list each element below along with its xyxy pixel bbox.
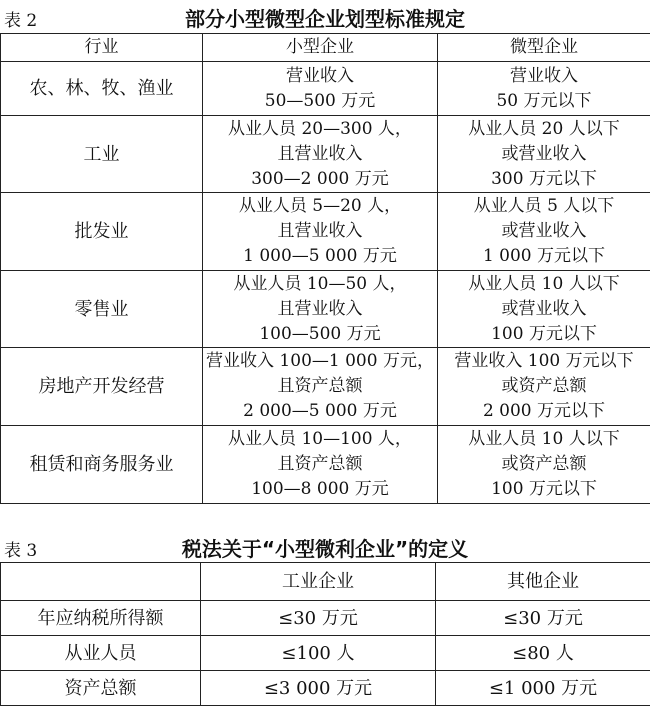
table2-caption [0,0,650,32]
table-row [1,62,650,116]
other-value: ≤1 000 万元 [436,671,650,706]
cell-line: 300—2 000 万元 [203,167,437,192]
table-row [1,271,650,348]
cell-line: 从业人员 10 人以下 [438,272,650,297]
small-criteria-cell [203,271,438,348]
cell-line: 300 万元以下 [438,167,650,192]
other-value: ≤30 万元 [436,601,650,636]
table3-number: 表 3 [4,536,37,561]
cell-line: 2 000 万元以下 [438,399,650,424]
table3-header-other: 其他企业 [436,563,650,601]
table-row [1,116,650,193]
micro-criteria-cell [438,426,650,504]
small-criteria-cell [203,116,438,193]
cell-line: 且资产总额 [203,452,437,477]
industry-cell: 房地产开发经营 [1,348,203,426]
table3-header-industrial: 工业企业 [201,563,436,601]
cell-line: 营业收入 [438,64,650,89]
cell-line: 50 万元以下 [438,89,650,114]
cell-line: 且营业收入 [203,297,437,322]
cell-line: 2 000—5 000 万元 [203,399,437,424]
cell-line: 或资产总额 [438,452,650,477]
cell-line: 从业人员 20 人以下 [438,117,650,142]
micro-criteria-cell [438,348,650,426]
cell-line: 1 000—5 000 万元 [203,244,437,269]
cell-line: 且资产总额 [203,374,437,399]
micro-criteria-cell [438,193,650,271]
cell-line: 100 万元以下 [438,477,650,502]
table3-header-blank [1,563,201,601]
table2 [0,33,650,504]
cell-line: 且营业收入 [203,142,437,167]
cell-line: 从业人员 10 人以下 [438,427,650,452]
industry-cell: 农、林、牧、渔业 [1,62,203,116]
cell-line: 从业人员 10—100 人， [203,427,437,452]
small-criteria-cell [203,426,438,504]
cell-line: 从业人员 5—20 人， [203,194,437,219]
table2-number: 表 2 [4,6,37,31]
industrial-value: ≤3 000 万元 [201,671,436,706]
table-row [1,671,650,706]
cell-line: 或资产总额 [438,374,650,399]
table2-header-row [1,34,650,62]
table3-title: 税法关于“小型微利企业”的定义 [0,533,650,562]
other-value: ≤80 人 [436,636,650,671]
table-row [1,636,650,671]
table2-header-small: 小型企业 [203,34,438,62]
cell-line: 营业收入 100—1 000 万元， [203,349,437,374]
table-row [1,348,650,426]
table-row [1,193,650,271]
industry-cell: 零售业 [1,271,203,348]
cell-line: 营业收入 100 万元以下 [438,349,650,374]
table2-header-micro: 微型企业 [438,34,650,62]
table-row [1,426,650,504]
industry-cell: 工业 [1,116,203,193]
small-criteria-cell [203,193,438,271]
cell-line: 从业人员 5 人以下 [438,194,650,219]
micro-criteria-cell [438,62,650,116]
micro-criteria-cell [438,116,650,193]
industry-cell: 租赁和商务服务业 [1,426,203,504]
cell-line: 50—500 万元 [203,89,437,114]
cell-line: 100—8 000 万元 [203,477,437,502]
cell-line: 从业人员 20—300 人， [203,117,437,142]
cell-line: 或营业收入 [438,297,650,322]
cell-line: 营业收入 [203,64,437,89]
micro-criteria-cell [438,271,650,348]
criterion-label: 从业人员 [1,636,201,671]
criterion-label: 资产总额 [1,671,201,706]
cell-line: 100 万元以下 [438,322,650,347]
cell-line: 或营业收入 [438,142,650,167]
criterion-label: 年应纳税所得额 [1,601,201,636]
table3-header-row [1,563,650,601]
table3-caption [0,530,650,562]
cell-line: 从业人员 10—50 人， [203,272,437,297]
industry-cell: 批发业 [1,193,203,271]
cell-line: 且营业收入 [203,219,437,244]
cell-line: 或营业收入 [438,219,650,244]
table2-header-industry: 行业 [1,34,203,62]
cell-line: 100—500 万元 [203,322,437,347]
table-row [1,601,650,636]
cell-line: 1 000 万元以下 [438,244,650,269]
industrial-value: ≤30 万元 [201,601,436,636]
small-criteria-cell [203,348,438,426]
small-criteria-cell [203,62,438,116]
industrial-value: ≤100 人 [201,636,436,671]
table2-title: 部分小型微型企业划型标准规定 [0,3,650,32]
table3 [0,562,650,706]
